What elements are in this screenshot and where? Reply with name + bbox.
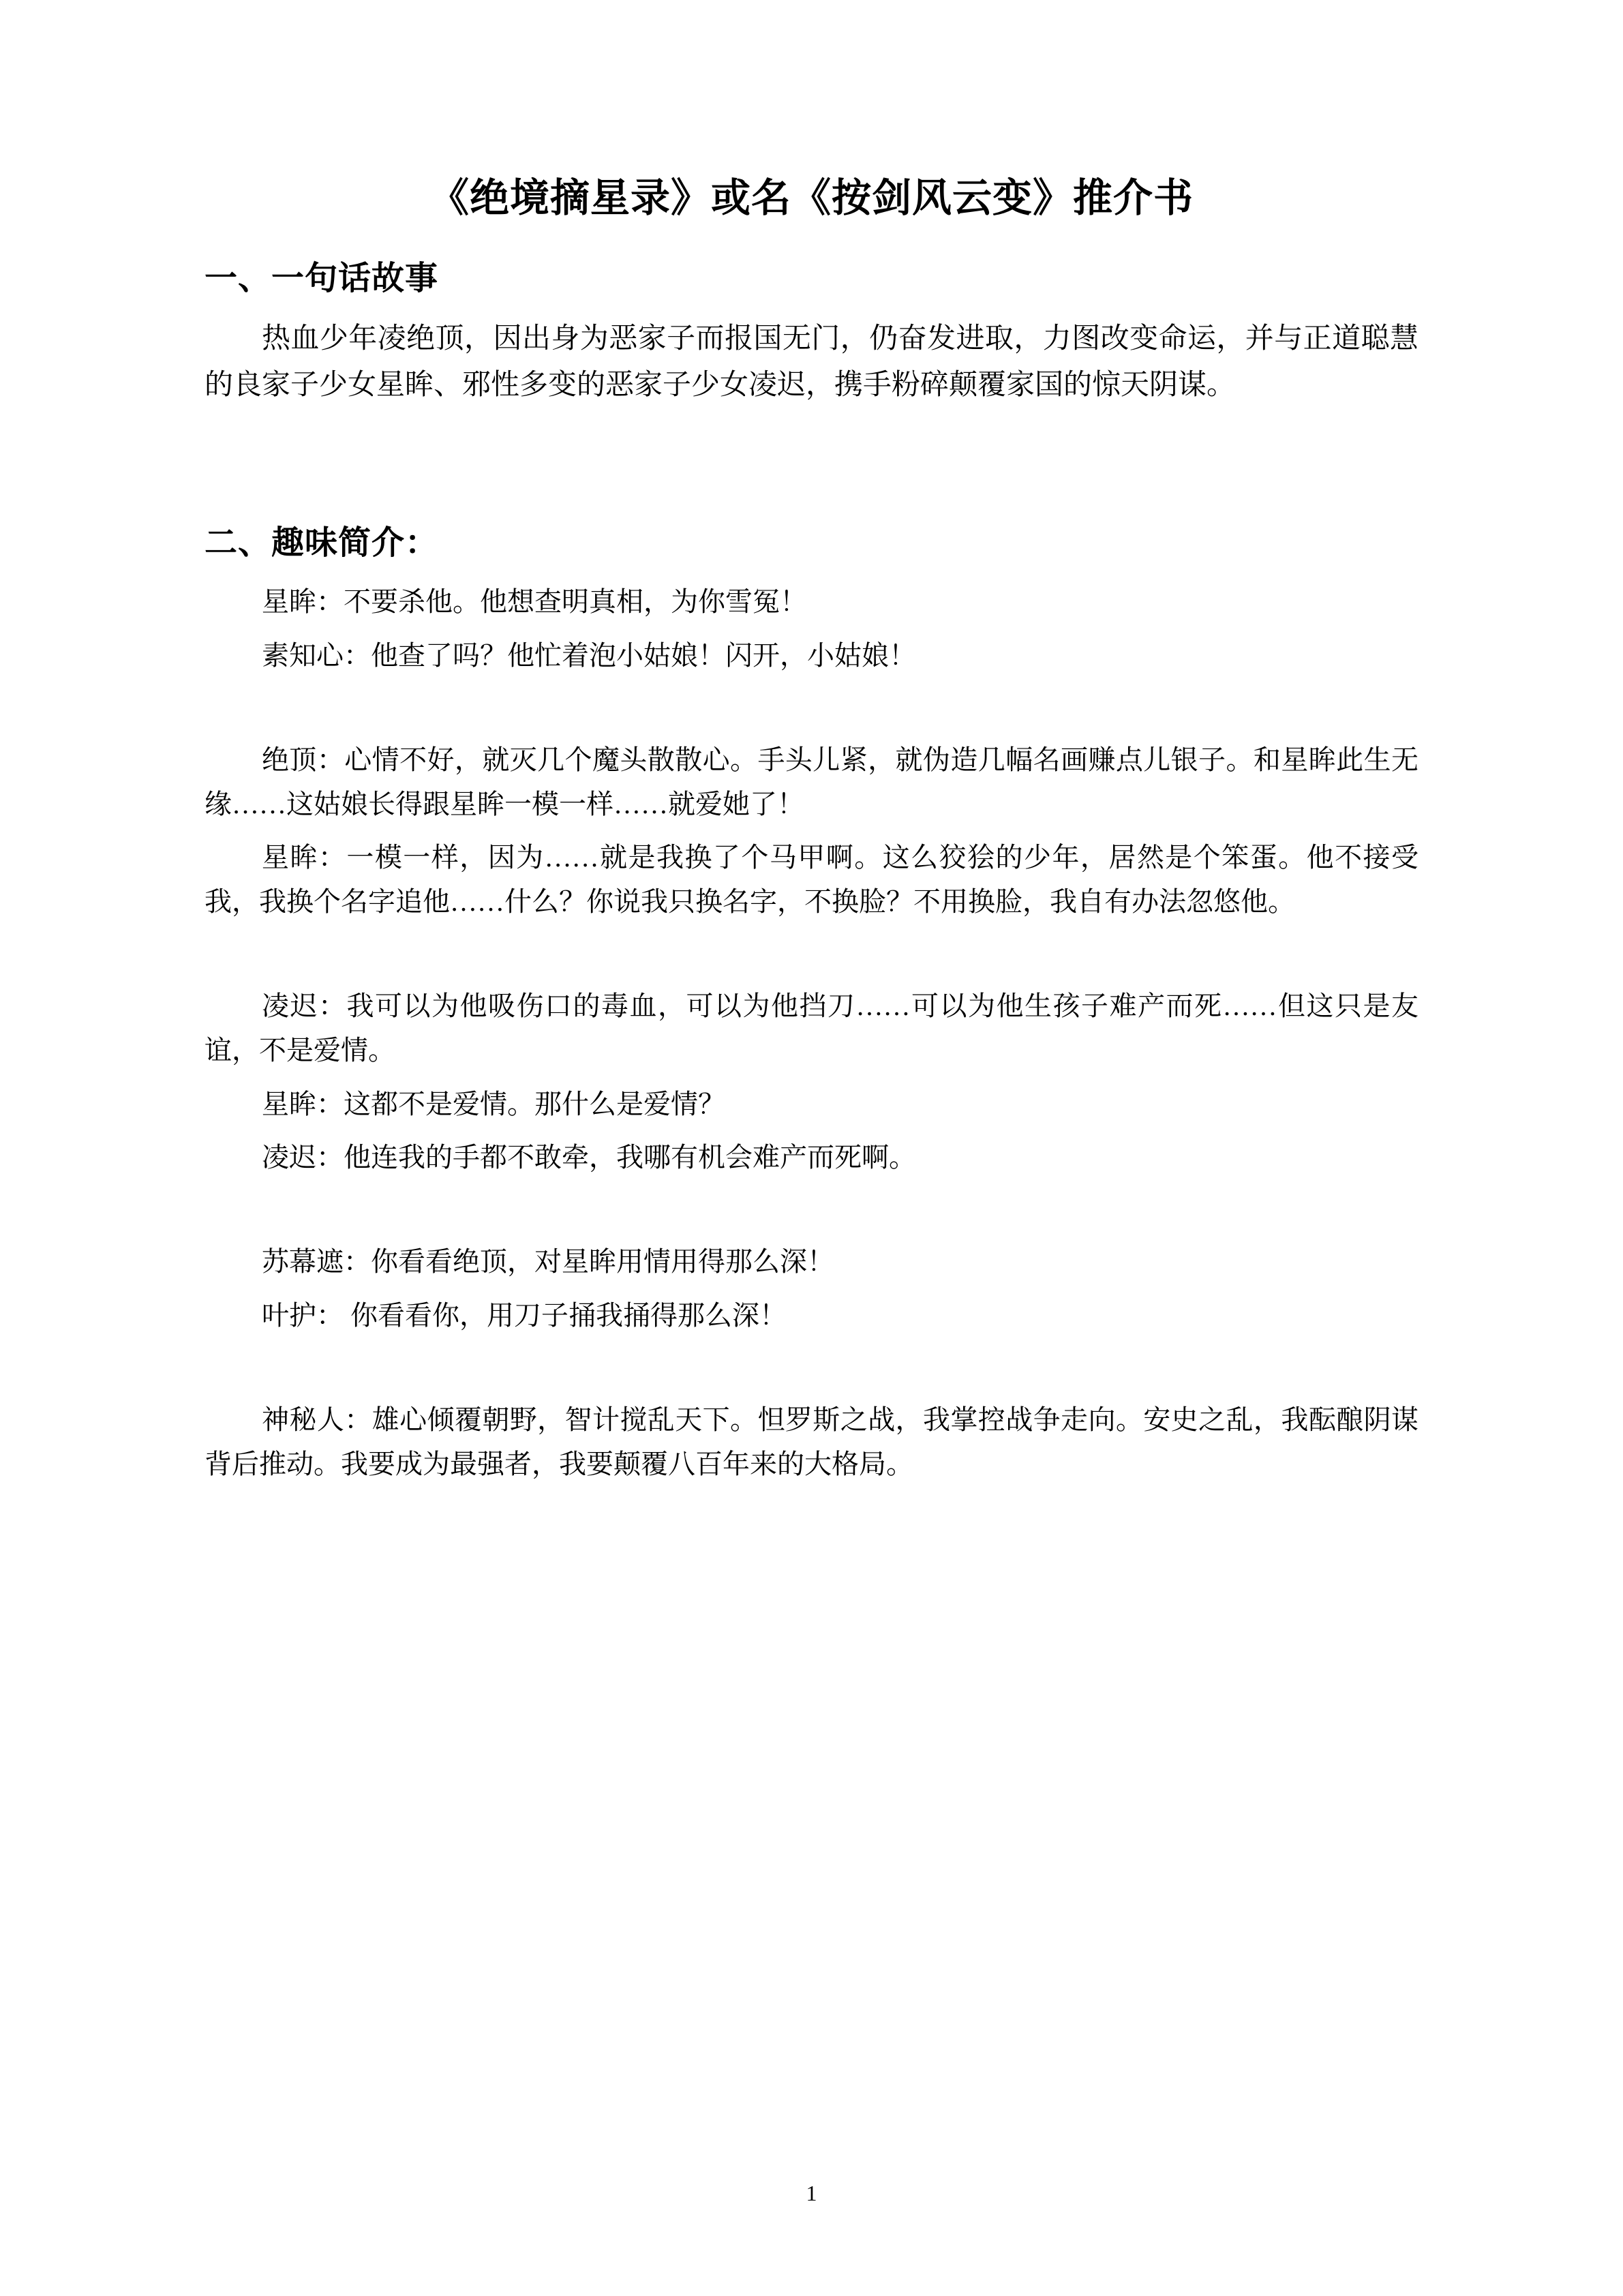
dialog-line: 叶护： 你看看你，用刀子捅我捅得那么深！ bbox=[262, 1300, 787, 1331]
page-title: 《绝境摘星录》或名《按剑风云变》推介书 bbox=[429, 176, 1194, 220]
page-number: 1 bbox=[806, 2181, 817, 2205]
spacer bbox=[204, 412, 1419, 486]
dialog-line: 绝顶：心情不好，就灭几个魔头散散心。手头儿紧，就伪造几幅名画赚点儿银子。和星眸此生无缘……这姑娘长得跟星眸一模一样……就爱她了！ bbox=[204, 744, 1419, 819]
dialog-line: 星眸：这都不是爱情。那什么是爱情？ bbox=[262, 1088, 725, 1119]
section-heading-two: 二、趣味简介： bbox=[204, 525, 439, 562]
dialog-line: 凌迟：他连我的手都不敢牵，我哪有机会难产而死啊。 bbox=[262, 1142, 916, 1173]
spacer bbox=[204, 688, 1419, 738]
spacer bbox=[204, 934, 1419, 984]
section-heading-one: 一、一句话故事 bbox=[204, 260, 439, 297]
dialog-line: 苏幕遮：你看看绝顶，对星眸用情用得那么深！ bbox=[262, 1246, 834, 1278]
dialog-line: 神秘人：雄心倾覆朝野，智计搅乱天下。怛罗斯之战，我掌控战争走向。安史之乱，我酝酿阴谋背后推动。我要成为最强者，我要颠覆八百年来的大格局。 bbox=[204, 1404, 1419, 1479]
dialog-line: 凌迟：我可以为他吸伤口的毒血，可以为他挡刀……可以为他生孩子难产而死……但这只是友谊，不是爱情。 bbox=[204, 991, 1419, 1066]
section-one-paragraph: 热血少年凌绝顶，因出身为恶家子而报国无门，仍奋发进取，力图改变命运，并与正道聪慧的良家子少女星眸、邪性多变的恶家子少女凌迟，携手粉碎颠覆家国的惊天阴谋。 bbox=[204, 323, 1419, 402]
spacer bbox=[204, 1190, 1419, 1240]
spacer bbox=[204, 1348, 1419, 1398]
dialog-line: 素知心：他查了吗？他忙着泡小姑娘！闪开，小姑娘！ bbox=[262, 640, 916, 671]
dialog-line: 星眸：一模一样，因为……就是我换了个马甲啊。这么狡狯的少年，居然是个笨蛋。他不接受我，我换个名字追他……什么？你说我只换名字，不换脸？不用换脸，我自有办法忽悠他。 bbox=[204, 842, 1419, 918]
dialog-line: 星眸：不要杀他。他想查明真相，为你雪冤！ bbox=[262, 586, 807, 618]
